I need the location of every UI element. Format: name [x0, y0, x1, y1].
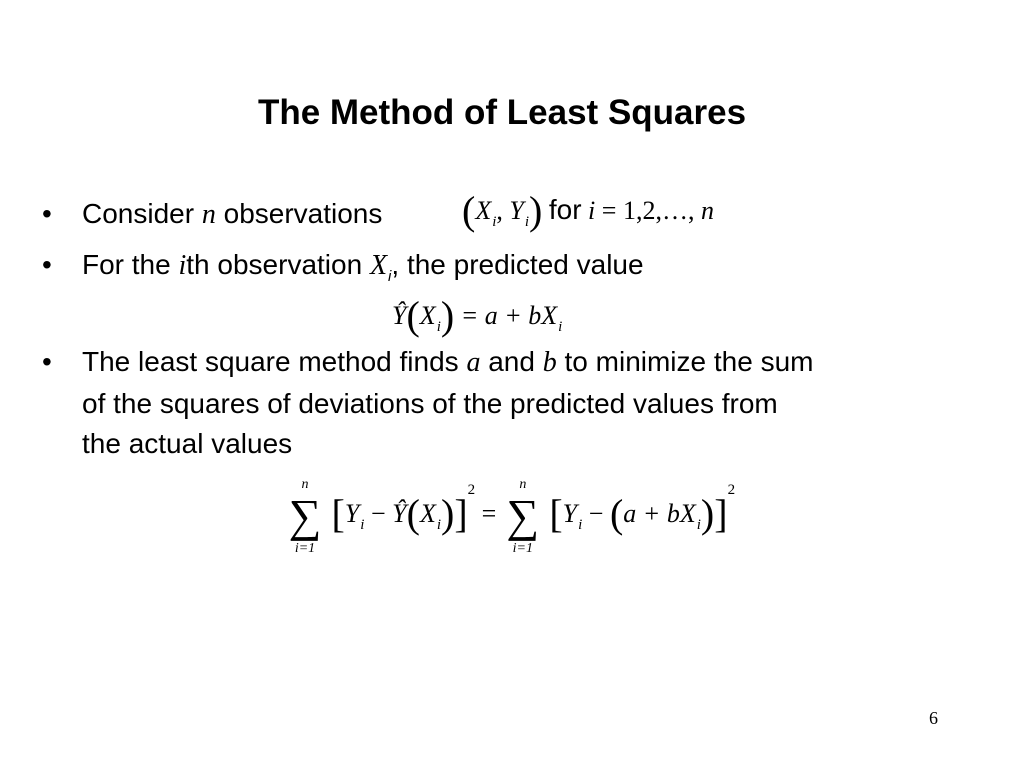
bullet-marker: •: [42, 249, 52, 280]
sub-i: i: [388, 268, 392, 285]
var-Y: Y: [562, 499, 578, 528]
sub-i: i: [578, 517, 583, 533]
sum-lower: i=1: [512, 541, 533, 557]
sub-i: i: [436, 517, 441, 533]
summation-right: [503, 477, 543, 557]
range-n: n: [700, 196, 714, 225]
paren-open: (: [609, 491, 624, 536]
sub-i: i: [360, 517, 365, 533]
variable-i: i: [178, 250, 187, 281]
bullet-text: th observation: [186, 249, 363, 280]
var-X: X: [475, 196, 492, 225]
inner-expr: a + bX: [623, 499, 696, 528]
bracket-open: [: [331, 491, 345, 536]
bullet-method: [82, 342, 813, 383]
pairs-formula: [462, 187, 714, 234]
sub-i: i: [558, 319, 563, 335]
bullet-consider: [82, 194, 382, 235]
range-values: = 1,2,…,: [595, 196, 701, 225]
exponent-2: 2: [467, 482, 476, 498]
var-Y: Y: [509, 196, 524, 225]
paren-close: ): [529, 188, 543, 233]
bracket-close: ]: [714, 491, 728, 536]
var-Yhat: Ŷ: [392, 301, 407, 330]
slide-title: The Method of Least Squares: [257, 93, 747, 132]
var-X: X: [419, 301, 436, 330]
bullet-text: and: [488, 346, 535, 377]
bullet-prediction: [82, 245, 644, 297]
sum-lower: i=1: [294, 541, 316, 557]
var-X: X: [419, 499, 436, 528]
prediction-formula: [392, 292, 562, 339]
bullet-text: The least square method finds: [82, 346, 459, 377]
variable-a: a: [466, 347, 481, 378]
sigma-symbol: ∑: [288, 490, 322, 542]
variable-X: X: [369, 250, 388, 281]
prediction-rhs: = a + bX: [460, 301, 558, 330]
paren-close: ): [700, 491, 715, 536]
page-number: 6: [929, 708, 938, 728]
range-i: i: [588, 196, 596, 225]
bullet-text: observations: [223, 198, 383, 229]
sub-i: i: [492, 214, 497, 230]
sum-upper: n: [301, 477, 309, 493]
variable-b: b: [542, 347, 557, 378]
var-Y: Y: [344, 499, 360, 528]
equals-sign: =: [481, 499, 497, 528]
sub-i: i: [436, 319, 441, 335]
sub-i: i: [696, 517, 701, 533]
bullet-text: For the: [82, 249, 171, 280]
bullet-method-line2: of the squares of deviations of the predicted values from: [82, 388, 778, 419]
paren-open: (: [462, 188, 476, 233]
sum-upper: n: [519, 477, 527, 493]
paren-close: ): [440, 293, 455, 338]
bracket-close: ]: [454, 491, 468, 536]
bullet-text: Consider: [82, 198, 195, 229]
objective-formula: n ∑ i=1 [$Y_i$ − $Ŷ(X_i)]^2$ = n ∑ i=1 $[Y_i - (a + bX_i)]^2$: [285, 482, 735, 539]
bullet-text: , the predicted value: [391, 249, 644, 280]
exponent-2: 2: [727, 482, 736, 498]
sub-i: i: [524, 214, 530, 230]
paren-open: (: [406, 293, 420, 338]
bullet-text: to minimize the sum: [564, 346, 814, 377]
bracket-open: [: [549, 491, 563, 536]
paren-open: (: [406, 491, 420, 536]
for-text: for: [548, 194, 582, 225]
paren-close: ): [441, 491, 455, 536]
bullet-marker: •: [42, 346, 52, 377]
variable-n: n: [201, 199, 216, 230]
bullet-method-line3: the actual values: [82, 428, 293, 459]
bullet-marker: •: [42, 198, 52, 229]
sigma-symbol: ∑: [506, 490, 540, 542]
var-Yhat: Ŷ: [392, 499, 407, 528]
comma: ,: [496, 196, 510, 225]
summation-left: [285, 477, 325, 557]
